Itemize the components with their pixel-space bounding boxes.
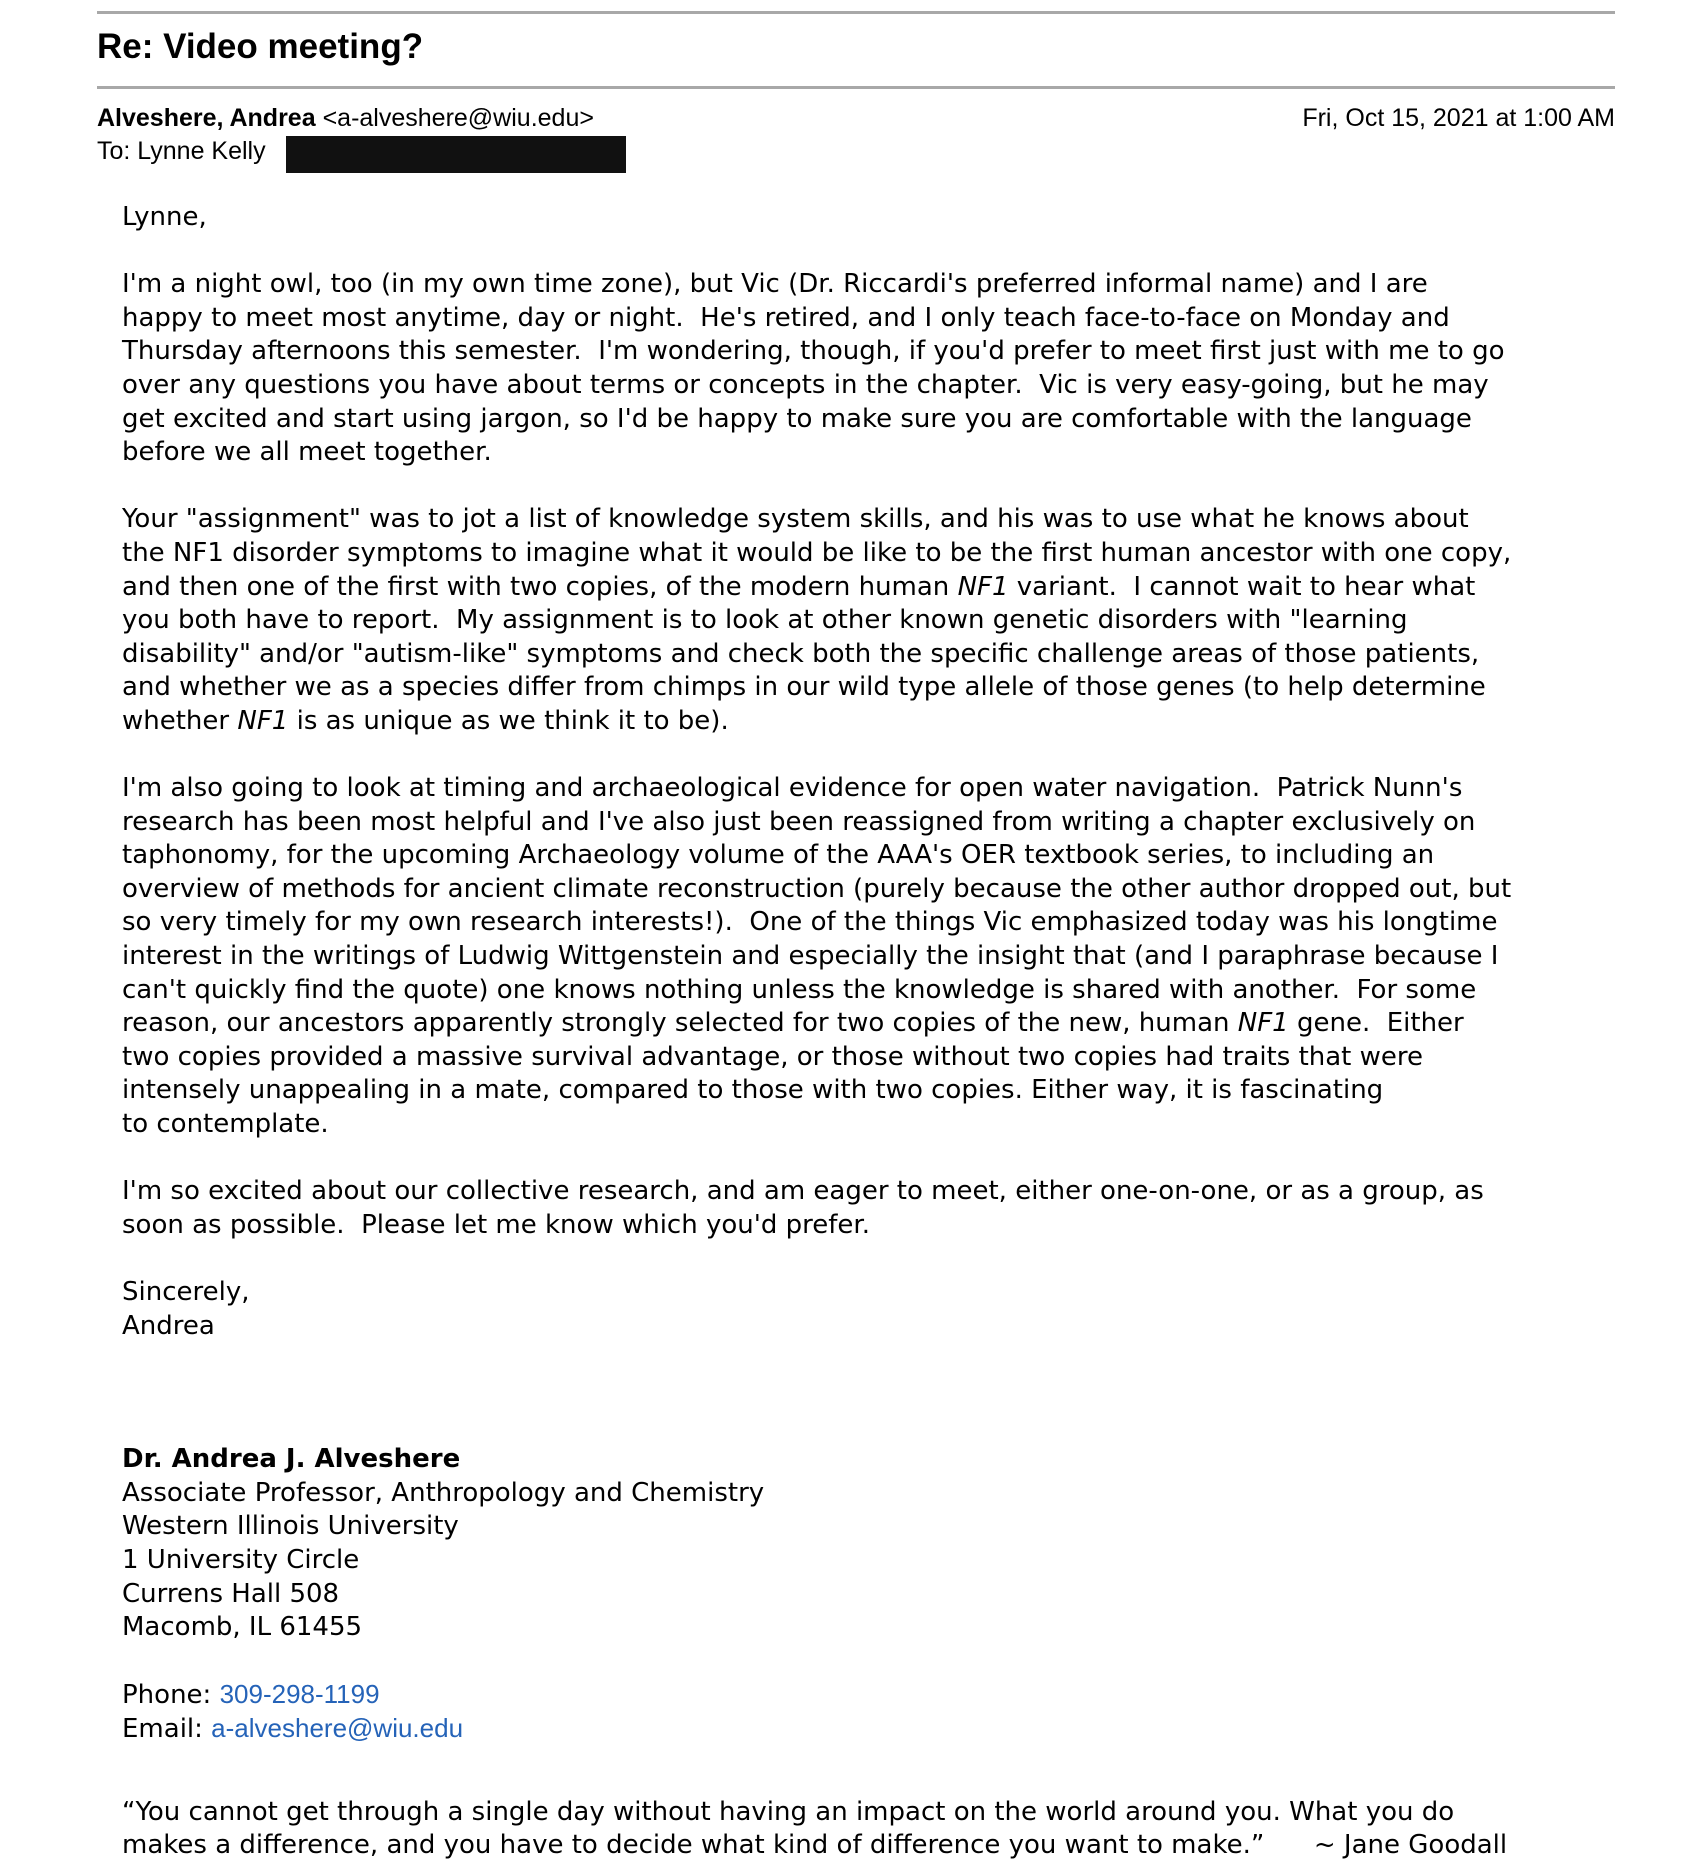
body-line: interest in the writings of Ludwig Wittgenstein and especially the insight that (and I paraphrase because I [122, 941, 1499, 972]
sender-name: Alveshere, Andrea [97, 104, 316, 132]
signature-city: Macomb, IL 61455 [122, 1612, 363, 1643]
body-line: get excited and start using jargon, so I'd be happy to make sure you are comfortable with the language [122, 403, 1472, 434]
body-line: so very timely for my own research interests!). One of the things Vic emphasized today was his longtime [122, 907, 1498, 938]
body-line: and then one of the first with two copies, of the modern human NF1 variant. I cannot wait to hear what [122, 571, 1476, 602]
email-link[interactable]: a-alveshere@wiu.edu [211, 1712, 464, 1743]
body-line: to contemplate. [122, 1109, 329, 1140]
recipient-line: To: Lynne Kelly [97, 137, 266, 165]
gene-name: NF1 [957, 571, 1009, 602]
phone-link[interactable]: 309-298-1199 [219, 1679, 380, 1710]
signature-phone: Phone: 309-298-1199 [122, 1679, 380, 1711]
signature-email: Email: a-alveshere@wiu.edu [122, 1712, 464, 1744]
body-line: Your "assignment" was to jot a list of knowledge system skills, and his was to use what he knows about [122, 504, 1469, 535]
body-line: soon as possible. Please let me know which you'd prefer. [122, 1209, 870, 1240]
body-line: I'm also going to look at timing and archaeological evidence for open water navigation. Patrick Nunn's [122, 773, 1463, 804]
signature-name: Dr. Andrea J. Alveshere [122, 1444, 461, 1475]
paragraph-1 [122, 268, 1682, 470]
body-line: intensely unappealing in a mate, compared to those with two copies. Either way, it is fascinating [122, 1075, 1384, 1106]
sender-first-name: Andrea [122, 1310, 215, 1341]
body-line: reason, our ancestors apparently strongly selected for two copies of the new, human NF1 gene. Either [122, 1008, 1464, 1039]
body-line: happy to meet most anytime, day or night. He's retired, and I only teach face-to-face on Monday and [122, 302, 1450, 333]
paragraph-4 [122, 1175, 1682, 1242]
body-line: you both have to report. My assignment is to look at other known genetic disorders with "learning [122, 605, 1408, 636]
signature-block [122, 1443, 1682, 1745]
signature-address-1: 1 University Circle [122, 1544, 360, 1575]
body-line: research has been most helpful and I've also just been reassigned from writing a chapter exclusively on [122, 806, 1476, 837]
signature-title: Associate Professor, Anthropology and Chemistry [122, 1477, 765, 1508]
quote-line: “You cannot get through a single day without having an impact on the world around you. What you do [122, 1796, 1455, 1827]
paragraph-2 [122, 503, 1682, 738]
body-line: whether NF1 is as unique as we think it to be). [122, 705, 729, 736]
body-line: I'm a night owl, too (in my own time zone), but Vic (Dr. Riccardi's preferred informal name) and I are [122, 269, 1428, 300]
body-line: taphonomy, for the upcoming Archaeology volume of the AAA's OER textbook series, to including an [122, 840, 1435, 871]
sender-email: <a-alveshere@wiu.edu> [322, 104, 594, 132]
body-line: disability" and/or "autism-like" symptoms and check both the specific challenge areas of those patients, [122, 638, 1480, 669]
body-line: and whether we as a species differ from chimps in our wild type allele of those genes (to help determine [122, 672, 1486, 703]
gene-name: NF1 [1237, 1008, 1289, 1039]
body-line: overview of methods for ancient climate reconstruction (purely because the other author dropped out, but [122, 873, 1512, 904]
greeting: Lynne, [122, 202, 207, 232]
body-line: two copies provided a massive survival advantage, or those without two copies had traits that were [122, 1041, 1424, 1072]
body-line: over any questions you have about terms or concepts in the chapter. Vic is very easy-going, but he may [122, 369, 1489, 400]
body-line: Thursday afternoons this semester. I'm wondering, though, if you'd prefer to meet first just with me to go [122, 336, 1505, 367]
top-divider [97, 11, 1615, 14]
email-date: Fri, Oct 15, 2021 at 1:00 AM [1302, 104, 1615, 132]
body-line: the NF1 disorder symptoms to imagine what it would be like to be the first human ancestor with one copy, [122, 537, 1512, 568]
closing: Sincerely, [122, 1277, 250, 1307]
signature-address-2: Currens Hall 508 [122, 1578, 340, 1609]
paragraph-3 [122, 772, 1682, 1142]
email-body [122, 201, 1682, 1863]
email-subject: Re: Video meeting? [97, 27, 424, 66]
header-divider [97, 86, 1615, 89]
body-line: I'm so excited about our collective research, and am eager to meet, either one-on-one, or as a group, as [122, 1176, 1484, 1207]
redacted-recipient-email [286, 136, 626, 173]
body-line: before we all meet together. [122, 437, 492, 468]
signature-quote [122, 1796, 1682, 1863]
gene-name: NF1 [237, 705, 289, 736]
body-line: can't quickly find the quote) one knows nothing unless the knowledge is shared with another. For some [122, 974, 1477, 1005]
quote-line: makes a difference, and you have to decide what kind of difference you want to make.” ~ Jane Goodall [122, 1830, 1508, 1861]
sender-line [97, 102, 594, 134]
signature-organization: Western Illinois University [122, 1511, 459, 1542]
